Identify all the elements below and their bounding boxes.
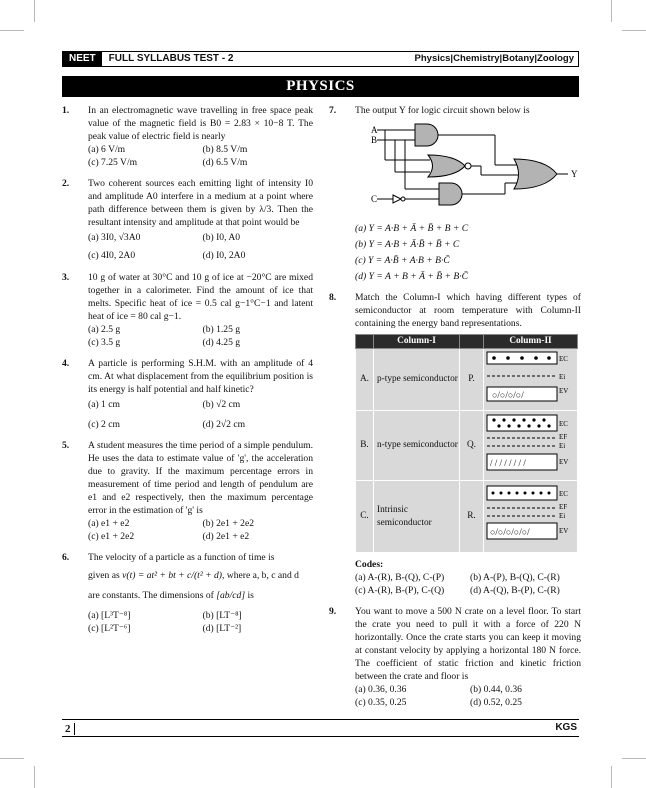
question-text: Match the Column-I which having different types of semiconductor at room temperature with Column-II containing the energy band representations. <box>355 292 581 330</box>
question-text: where a, b, c and d <box>226 570 299 582</box>
row-value: Intrinsic semiconductor <box>374 481 460 553</box>
option-b[interactable]: (b) 8.5 V/m <box>202 144 248 156</box>
crop-mark <box>0 30 24 31</box>
question-text: You want to move a 500 N crate on a level floor. To start the crate you need to pull it with a force of 220 N horizontally. Once the crate starts you can keep it moving at constant velocity by applying a horizontal 180 N force. The coefficient of static friction and kinetic friction between the crate and floor is <box>355 606 581 683</box>
question-number: 1. <box>62 105 70 116</box>
row-key: A. <box>356 349 374 411</box>
page-footer <box>62 719 579 737</box>
option-d[interactable]: (d) 6.5 V/m <box>202 157 248 169</box>
band-label: EF <box>559 433 568 442</box>
question-number: 5. <box>62 440 70 452</box>
question-text: are constants. The dimensions of <box>88 589 214 601</box>
dimension-expression: [ab/cd] <box>216 589 246 601</box>
option-c[interactable]: (c) 7.25 V/m <box>88 157 138 169</box>
band-label: EF <box>559 503 568 512</box>
option-d[interactable]: (d) 0.52, 0.25 <box>470 697 522 709</box>
option-b[interactable]: (b) 1.25 g <box>202 323 241 335</box>
input-label-a: A <box>371 125 378 136</box>
row-option: P. <box>460 349 484 411</box>
option-c[interactable]: (c) e1 + 2e2 <box>88 531 135 543</box>
question-number: 8. <box>329 292 337 304</box>
option-d[interactable]: (d) 4.25 g <box>202 336 241 348</box>
page-header <box>62 51 579 67</box>
row-key: C. <box>356 481 374 553</box>
option-a[interactable]: (a) Y = A·B + Ā + B̄ + B + C <box>355 223 469 235</box>
band-label: Ei <box>559 373 566 382</box>
crop-mark <box>34 766 35 788</box>
crop-mark <box>611 766 612 788</box>
option-b[interactable]: (b) 2e1 + 2e2 <box>202 518 254 530</box>
question-1 <box>62 104 313 169</box>
band-label: Ei <box>559 512 566 521</box>
publisher-logo: KGS <box>555 722 577 733</box>
svg-text:/ / / / / / / /: / / / / / / / / <box>490 458 526 469</box>
crop-mark <box>622 30 646 31</box>
option-b[interactable]: (b) A-(P), B-(Q), C-(R) <box>470 572 560 584</box>
band-label: EV <box>559 458 569 467</box>
logic-circuit-diagram <box>355 119 581 219</box>
option-c[interactable]: (c) 3.5 g <box>88 336 121 348</box>
band-diagram-p <box>484 349 576 405</box>
option-a[interactable]: (a) 3I0, √3A0 <box>88 232 141 244</box>
output-label-y: Y <box>571 169 578 180</box>
question-7 <box>329 104 581 283</box>
question-6 <box>62 551 313 634</box>
question-text: Two coherent sources each emitting light of intensity I0 and amplitude A0 interfere in a medium at a point where path difference between them is given by λ/3. Then the resultant intensity and amplitude at that point would be <box>88 178 313 229</box>
exam-badge: NEET <box>63 52 102 66</box>
question-number: 3. <box>62 271 70 283</box>
option-c[interactable]: (c) A-(R), B-(P), C-(Q) <box>355 585 445 597</box>
option-c[interactable]: (c) [L²T⁻⁶] <box>88 622 131 634</box>
question-5 <box>62 439 313 543</box>
band-label: EV <box>559 527 569 536</box>
option-b[interactable]: (b) [LT⁻⁸] <box>202 609 242 621</box>
column-1-header: Column-I <box>374 335 460 349</box>
option-d[interactable]: (d) I0, 2A0 <box>202 250 246 262</box>
option-b[interactable]: (b) Y = A·B + Ā·B̄ + B̄ + C <box>355 239 460 251</box>
svg-text:○/○/○/○/○/: ○/○/○/○/○/ <box>490 527 530 538</box>
question-text: given as <box>88 570 120 582</box>
band-label: EC <box>559 490 568 499</box>
option-a[interactable]: (a) 1 cm <box>88 398 120 410</box>
input-label-c: C <box>371 194 378 205</box>
option-c[interactable]: (c) 4I0, 2A0 <box>88 250 136 262</box>
table-row <box>356 411 578 481</box>
option-d[interactable]: (d) 2e1 + e2 <box>202 531 250 543</box>
subject-list: Physics|Chemistry|Botany|Zoology <box>414 52 574 64</box>
match-table <box>355 334 578 553</box>
table-row <box>356 481 578 553</box>
question-text: A particle is performing S.H.M. with an amplitude of 4 cm. At what displacement from the equilibrium position is its energy is half potential and half kinetic? <box>88 357 313 395</box>
svg-text:○/○/○/○/: ○/○/○/○/ <box>492 390 524 401</box>
crop-mark <box>34 0 35 22</box>
band-diagram-r <box>484 483 576 545</box>
codes-label: Codes: <box>355 559 384 571</box>
test-title: FULL SYLLABUS TEST - 2 <box>108 53 234 65</box>
option-a[interactable]: (a) 2.5 g <box>88 323 121 335</box>
crop-mark <box>611 0 612 22</box>
band-label: EC <box>559 355 568 364</box>
row-option: Q. <box>460 411 484 481</box>
option-a[interactable]: (a) 0.36, 0.36 <box>355 684 407 696</box>
option-c[interactable]: (c) 2 cm <box>88 418 120 430</box>
row-key: B. <box>356 411 374 481</box>
band-label: EC <box>559 420 568 429</box>
option-d[interactable]: (d) Y = A + B + Ā + B̄ + B·C̄ <box>355 271 469 283</box>
page-number: 2 <box>65 723 75 735</box>
section-title: PHYSICS <box>62 76 579 97</box>
column-2-header: Column-II <box>484 335 578 349</box>
question-4 <box>62 357 313 431</box>
question-text: A student measures the time period of a simple pendulum. He uses the data to estimate value of 'g', the acceleration due to gravity. If the maximum percentage errors in measurement of time period and length of pendulum are e1 and e2 respectively, then the maximum percentage error in the estimation of 'g' is <box>88 440 313 517</box>
band-label: EV <box>559 387 569 396</box>
right-column <box>329 104 581 718</box>
question-number: 4. <box>62 357 70 369</box>
option-a[interactable]: (a) e1 + e2 <box>88 518 130 530</box>
question-text: 10 g of water at 30°C and 10 g of ice at −20°C are mixed together in a calorimeter. Find the amount of ice that melts. Specific heat of ice = 0.5 cal g−1°C−1 and latent heat of ice = 80 cal g−1. <box>88 271 313 322</box>
option-c[interactable]: (c) Y = A·B̄ + A·B + B·C̄ <box>355 255 450 267</box>
row-value: n-type semiconductor <box>374 411 460 481</box>
crop-mark <box>622 758 646 759</box>
question-3 <box>62 271 313 349</box>
option-b[interactable]: (b) I0, A0 <box>202 232 241 244</box>
question-9 <box>329 605 581 709</box>
question-text: In an electromagnetic wave travelling in free space peak value of the magnetic field is B0 = 2.83 × 10−8 T. The peak value of electric field is nearly <box>88 105 313 143</box>
option-a[interactable]: (a) 6 V/m <box>88 144 126 156</box>
question-number: 7. <box>329 105 337 116</box>
question-8 <box>329 291 581 597</box>
band-label: Ei <box>559 442 566 451</box>
option-a[interactable]: (a) A-(R), B-(Q), C-(P) <box>355 572 445 584</box>
question-number: 9. <box>329 606 337 618</box>
band-diagram-q <box>484 412 576 474</box>
option-d[interactable]: (d) [LT⁻²] <box>202 622 242 634</box>
row-option: R. <box>460 481 484 553</box>
question-text: The output Y for logic circuit shown below is <box>355 105 530 116</box>
option-d[interactable]: (d) A-(Q), B-(P), C-(R) <box>470 585 560 597</box>
option-a[interactable]: (a) [L³T⁻⁸] <box>88 609 131 621</box>
crop-mark <box>0 758 24 759</box>
question-number: 6. <box>62 552 70 564</box>
question-number: 2. <box>62 178 70 190</box>
question-2 <box>62 177 313 262</box>
option-b[interactable]: (b) √2 cm <box>202 398 241 410</box>
input-label-b: B <box>371 135 378 146</box>
table-row <box>356 349 578 411</box>
option-d[interactable]: (d) 2√2 cm <box>202 418 246 430</box>
option-b[interactable]: (b) 0.44, 0.36 <box>470 684 522 696</box>
question-text: The velocity of a particle as a function of time is <box>88 552 275 564</box>
velocity-formula: v(t) = at² + bt + c/(t² + d), <box>122 570 225 582</box>
left-column <box>62 104 313 643</box>
row-value: p-type semiconductor <box>374 349 460 411</box>
option-c[interactable]: (c) 0.35, 0.25 <box>355 697 407 709</box>
question-text: is <box>247 589 254 601</box>
